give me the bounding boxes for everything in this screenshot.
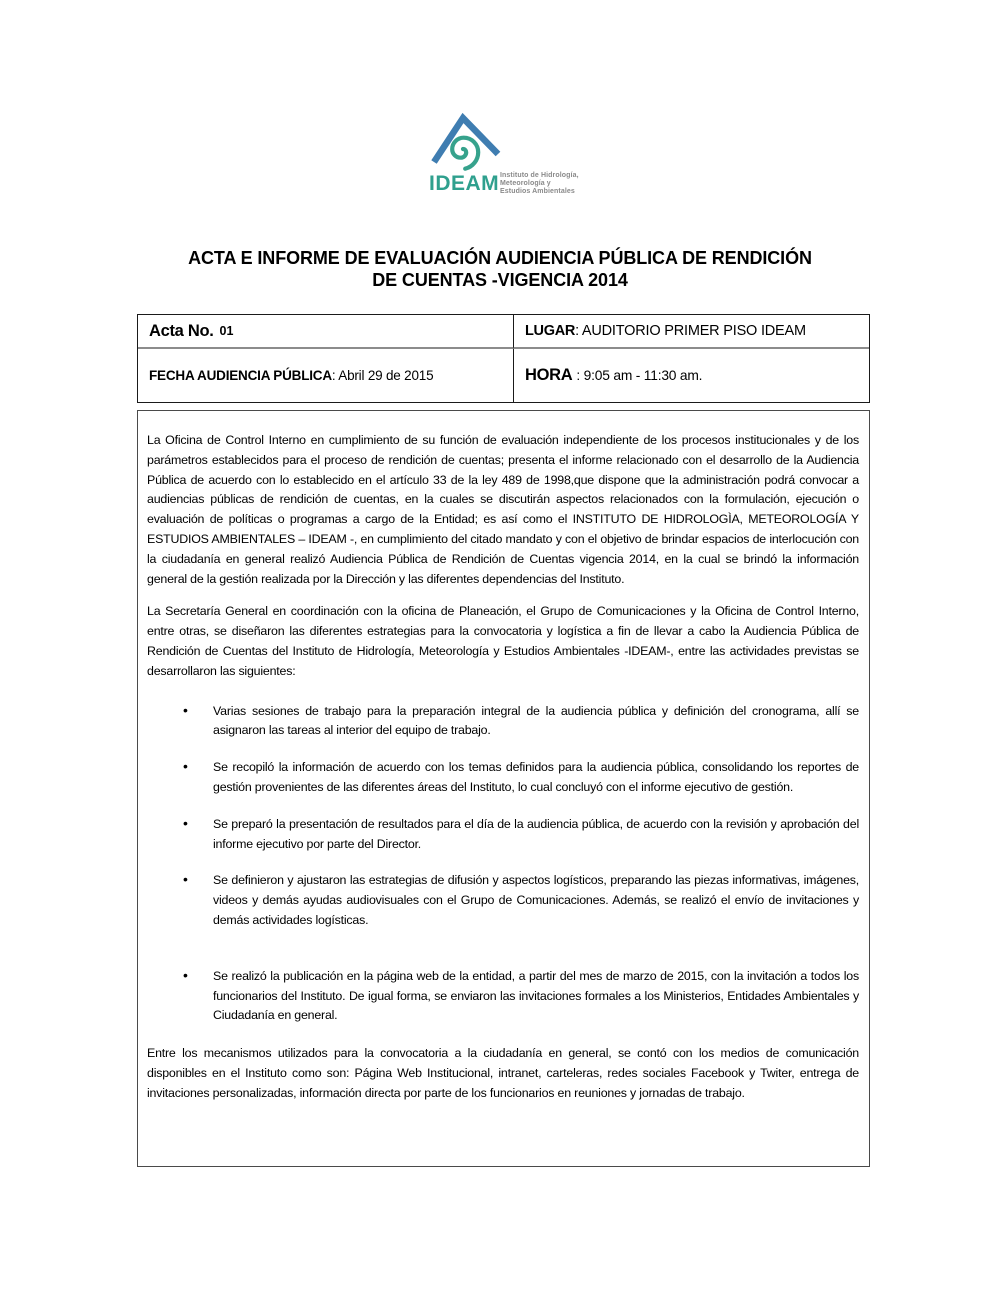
hora-label: HORA: [525, 366, 573, 384]
lugar-cell: [514, 315, 869, 349]
lugar-label: LUGAR: [525, 323, 576, 339]
tagline-line: Estudios Ambientales: [500, 188, 575, 195]
ideam-logo-icon: [427, 111, 505, 175]
list-item: • Varias sesiones de trabajo para la preparación integral de la audiencia pública y definición del cronograma, allí se asignaron las tareas al interior del equipo de trabajo.: [213, 702, 859, 742]
list-item: • Se recopiló la información de acuerdo con los temas definidos para la audiencia pública, consolidando los reportes de gestión provenientes de las diferentes áreas del Instituto, lo cual concluyó con el informe ejecutivo de gestión.: [213, 758, 859, 798]
fecha-value: : Abril 29 de 2015: [331, 368, 434, 383]
paragraph-strategies: La Secretaría General en coordinación con la oficina de Planeación, el Grupo de Comunicaciones y la Oficina de Control Interno, entre otras, se diseñaron las diferentes estrategias para la convocatoria y logística a fin de llevar a cabo la Audiencia Pública de Rendición de Cuentas del Instituto de Hidrología, Meteorología y Estudios Ambientales -IDEAM-, entre las actividades previstas se desarrollaron las siguientes:: [147, 604, 859, 678]
activities-list: [147, 702, 859, 1027]
tagline-line: Meteorología y: [500, 180, 551, 187]
acta-number-cell: [138, 315, 514, 349]
ideam-tagline: [500, 172, 579, 196]
title-line-1: ACTA E INFORME DE EVALUACIÓN AUDIENCIA PÚBLICA DE RENDICIÓN: [188, 248, 812, 268]
hora-cell: [514, 349, 869, 402]
ideam-wordmark: IDEAM: [429, 172, 500, 195]
fecha-cell: [138, 349, 514, 402]
acta-number: 01: [219, 324, 234, 338]
fecha-line: [149, 367, 433, 384]
meta-table: [137, 314, 870, 403]
document-title: [0, 247, 1000, 291]
list-item: • Se realizó la publicación en la página web de la entidad, a partir del mes de marzo de 2015, con la invitación a todos los funcionarios del Instituto. De igual forma, se enviaron las invitaciones formales a los Ministerios, Entidades Ambientales y Ciudadanía en general.: [213, 967, 859, 1026]
tagline-line: Instituto de Hidrología,: [500, 172, 579, 179]
hora-value: : 9:05 am - 11:30 am.: [576, 368, 703, 383]
lugar-line: [525, 323, 806, 339]
paragraph-intro: La Oficina de Control Interno en cumplimiento de su función de evaluación independiente de los procesos institucionales y de los parámetros establecidos para el proceso de rendición de cuentas; presenta el informe relacionado con el desarrollo de la Audiencia Pública de acuerdo con lo establecido en el artículo 33 de la ley 489 de 1998,que dispone que la administración podrá convocar a audiencias públicas de rendición de cuentas, en la cuales se discutirán aspectos relacionados con la formulación, ejecución o evaluación de políticas o programas a cargo de la Entidad; es así como el INSTITUTO DE HIDROLOGÌA, METEOROLOGÍA Y ESTUDIOS AMBIENTALES – IDEAM -, en cumplimiento del citado mandato y con el objetivo de brindar espacios de interlocución con la ciudadanía en general realizó Audiencia Pública de Rendición de Cuentas vigencia 2014, en la cual se brindó la información general de la gestión realizada por la Dirección y las diferentes dependencias del Instituto.: [147, 433, 859, 586]
acta-label: Acta No.: [149, 321, 214, 340]
list-item: • Se definieron y ajustaron las estrategias de difusión y aspectos logísticos, preparando las piezas informativas, imágenes, videos y demás ayudas audiovisuales con el Grupo de Comunicaciones. Además, se realizó el envío de invitaciones y demás actividades logísticas.: [213, 871, 859, 930]
list-item: • Se preparó la presentación de resultados para el día de la audiencia pública, de acuerdo con la revisión y aprobación del informe ejecutivo por parte del Director.: [213, 815, 859, 855]
paragraph-closing: Entre los mecanismos utilizados para la convocatoria a la ciudadanía en general, se contó con los medios de comunicación disponibles en el Instituto como son: Página Web Institucional, intranet, carteleras, redes sociales Facebook y Twiter, entrega de invitaciones personalizadas, información directa por parte de los funcionarios en reuniones y jornadas de trabajo.: [147, 1046, 859, 1100]
lugar-value: : AUDITORIO PRIMER PISO IDEAM: [575, 323, 806, 339]
body-text-box: [137, 410, 870, 1167]
spiral-shape: [452, 138, 478, 169]
fecha-label: FECHA AUDIENCIA PÚBLICA: [149, 368, 332, 383]
title-line-2: DE CUENTAS -VIGENCIA 2014: [372, 270, 628, 290]
